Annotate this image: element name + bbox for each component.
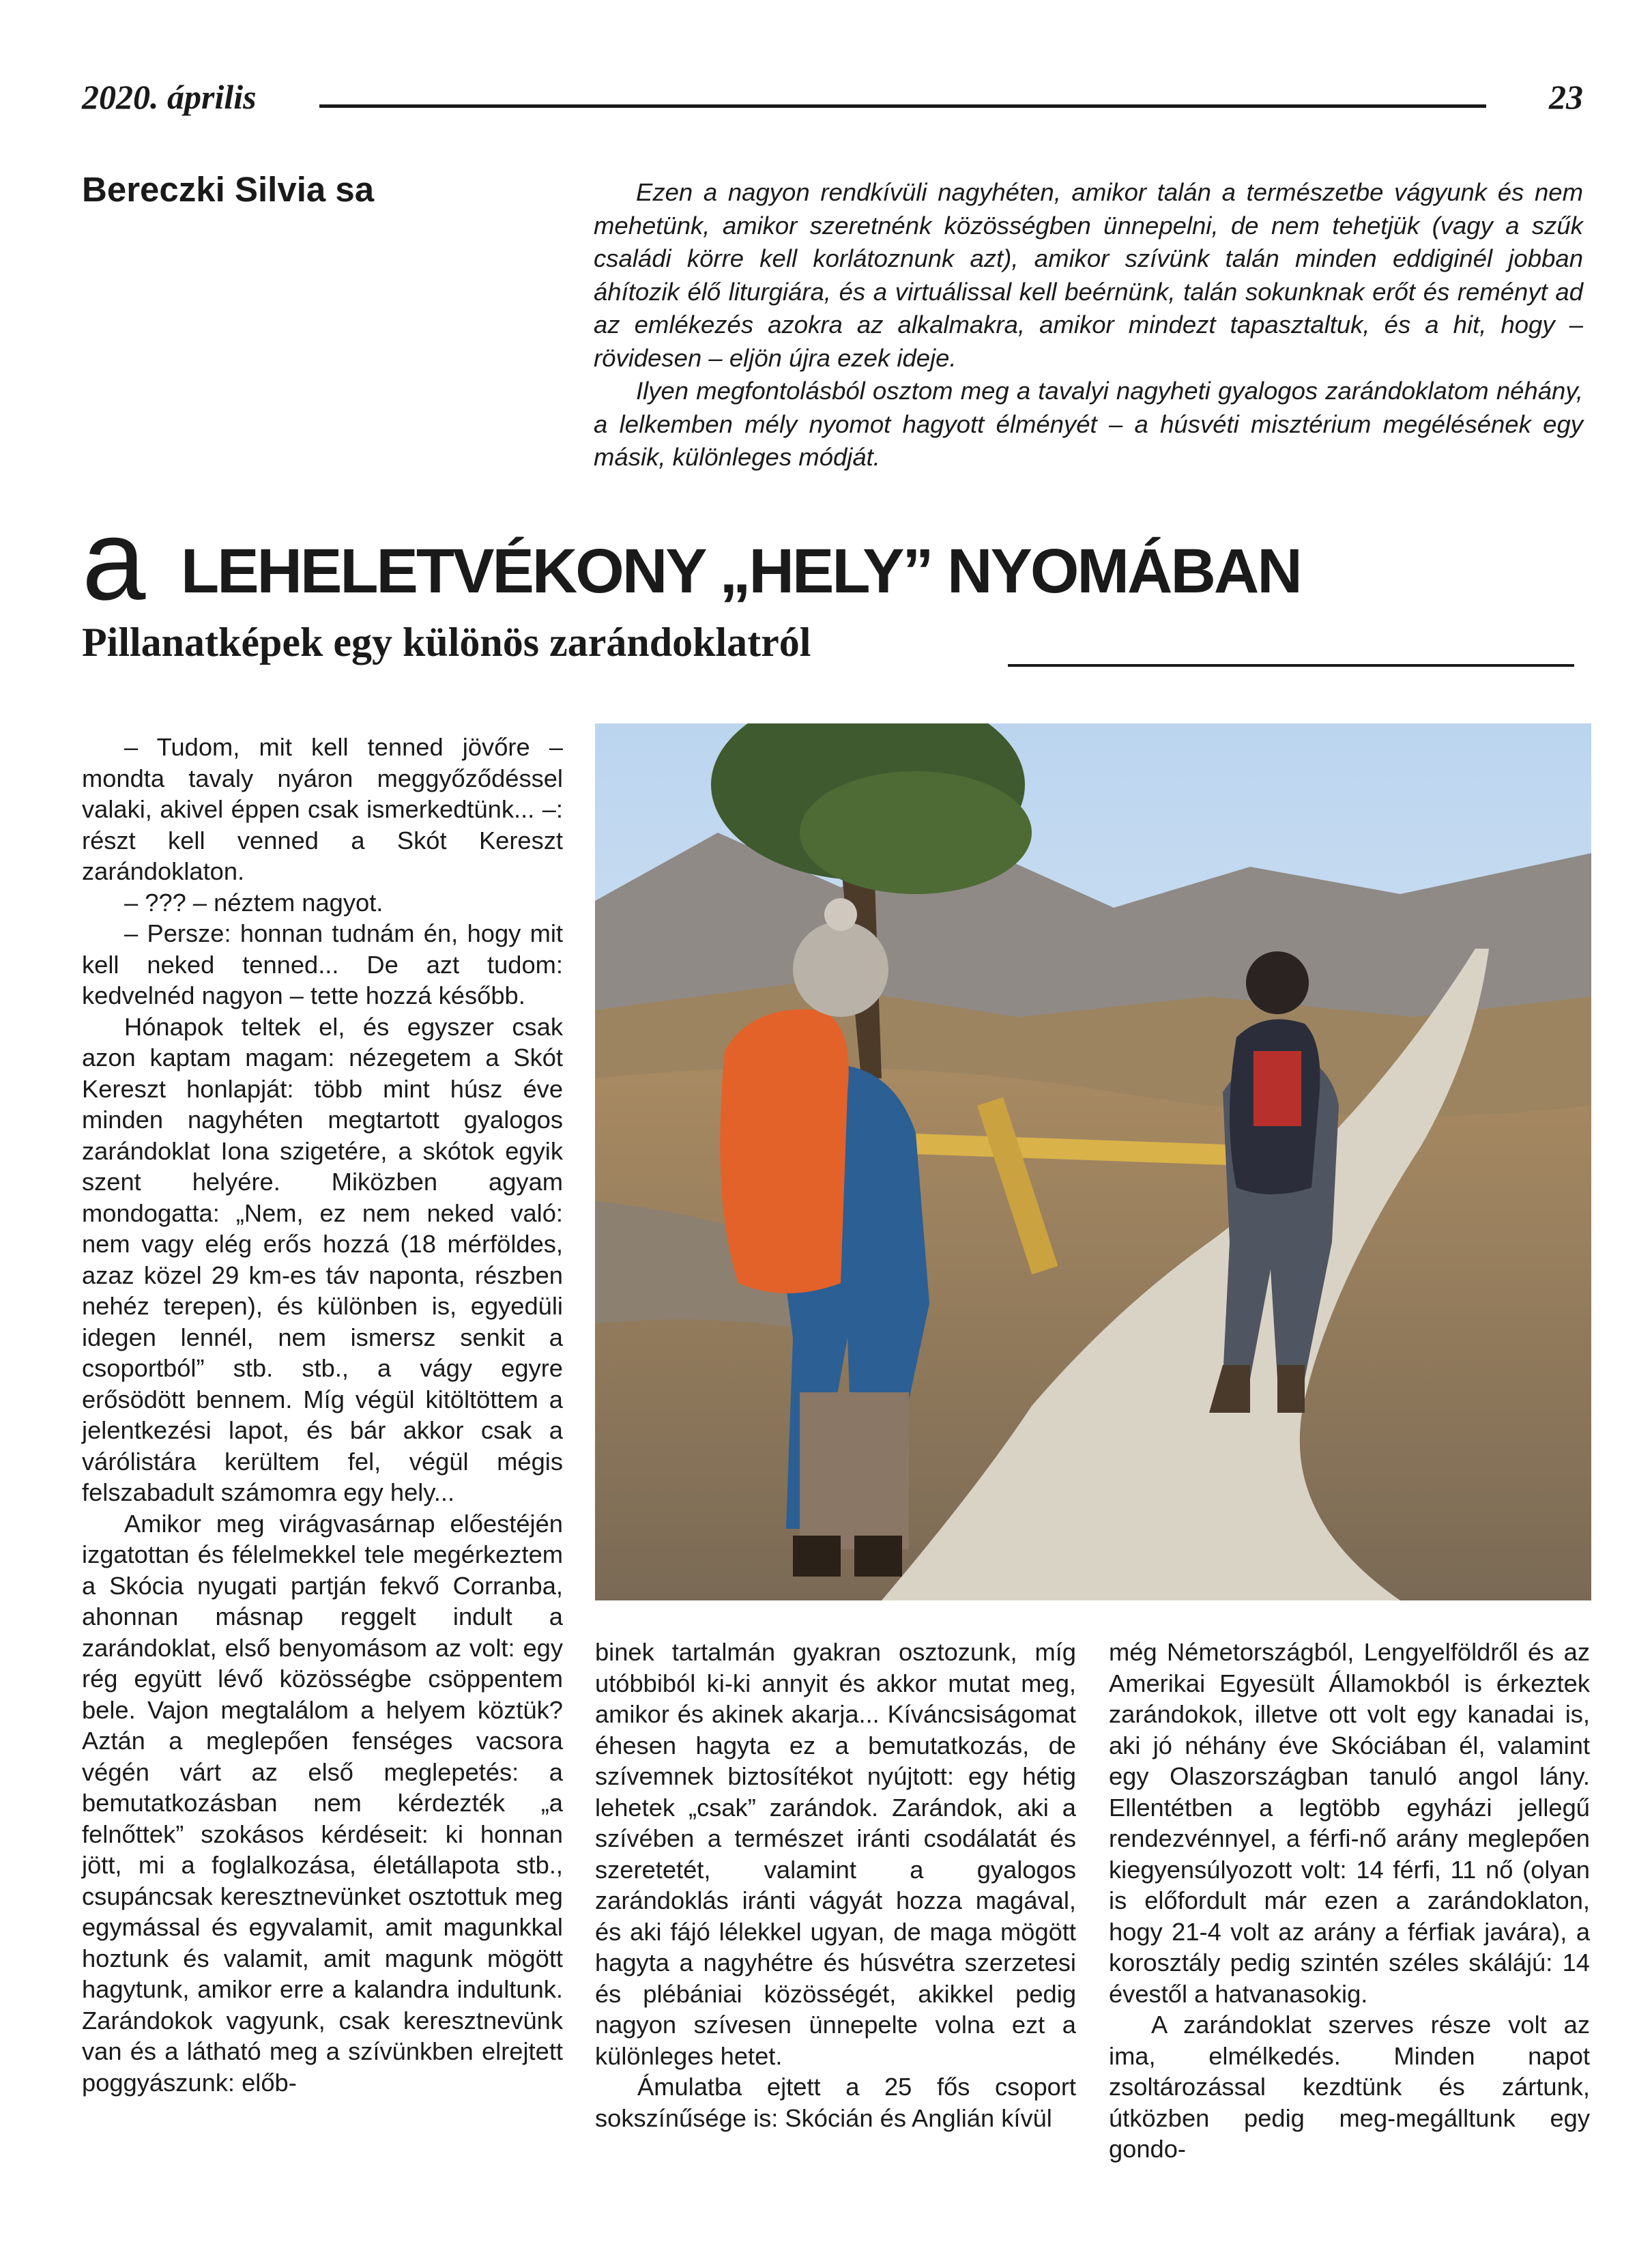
- issue-date: 2020. április: [82, 78, 257, 116]
- photo-hikers-with-cross-icon: [595, 723, 1591, 1600]
- intro-text: [594, 176, 1583, 474]
- text-column-3: [1109, 1637, 1590, 2165]
- author-name: Bereczki Silvia sa: [82, 170, 375, 209]
- intro-paragraph: Ezen a nagyon rendkívüli nagyhéten, amikor talán a természetbe vágyunk és nem mehetünk, amikor szeretnénk közösségben ünnepelni, de nem tehetjük (vagy a szűk családi körre kell korlátoznunk azt), amikor szívünk talán minden eddiginél jobban áhítozik élő liturgiára, és a virtuálissal kell beérnünk, talán sokunknak erőt és reményt ad az emlékezés azokra az alkalmakra, amikor mindezt tapasztaltuk, és a hit, hogy – rövidesen – eljön újra ezek ideje.: [594, 178, 1583, 372]
- subtitle-rule: [1008, 664, 1574, 667]
- article-subtitle: Pillanatképek egy különös zarándoklatról: [82, 620, 811, 665]
- column-paragraph: A zarándoklat szerves része volt az ima, elmélkedés. Minden napot zsoltározással kezdtünk és zártunk, útközben pedig meg-megálltunk egy gondo-: [1109, 2011, 1590, 2163]
- column-paragraph: Ámulatba ejtett a 25 fős csoport sokszínűsége is: Skócián és Anglián kívül: [595, 2073, 1076, 2132]
- header-rule: [319, 104, 1486, 108]
- column-paragraph: – ??? – néztem nagyot.: [124, 888, 383, 917]
- intro-paragraph: Ilyen megfontolásból osztom meg a tavalyi nagyheti gyalogos zarándoklatom néhány, a lelkemben mély nyomot hagyott élményét – a húsvéti misztérium megélésének egy másik, különleges módját.: [594, 377, 1583, 471]
- text-column-2: [595, 1637, 1076, 2133]
- title-initial: a: [82, 495, 146, 624]
- column-paragraph: – Tudom, mit kell tenned jövőre – mondta tavaly nyáron meggyőződéssel valaki, akivel éppen csak ismerkedtünk... –: részt kell venned a Skót Kereszt zarándoklaton.: [82, 733, 563, 885]
- page-number: 23: [1549, 78, 1583, 116]
- column-paragraph: még Németországból, Lengyelföldről és az Amerikai Egyesült Államokból is érkeztek zarándokok, illetve ott volt egy kanadai is, aki jó néhány éve Skóciában él, valamint egy Olaszországban tanuló angol lány. Ellentétben a legtöbb egyházi jellegű rendezvénnyel, a férfi-nő arány meglepően kiegyensúlyozott volt: 14 férfi, 11 nő (olyan is előfordult már ezen a zarándoklaton, hogy 21-4 volt az arány a férfiak javára), a korosztály pedig szintén széles skálájú: 14 évestől a hatvanasokig.: [1109, 1638, 1590, 2008]
- column-paragraph: Hónapok teltek el, és egyszer csak azon kaptam magam: nézegetem a Skót Kereszt honlapját: több mint húsz éve minden nagyhéten megtartott gyalogos zarándoklat Iona szigetére, a skótok egyik szent helyére. Miközben agyam mondogatta: „Nem, ez nem neked való: nem vagy elég erős hozzá (18 mérföldes, azaz közel 29 km-es táv naponta, részben nehéz terepen), és különben is, egyedüli idegen lennél, nem ismersz senkit a csoportból” stb. stb., a vágy egyre erősödött bennem. Míg végül kitöltöttem a jelentkezési lapot, és bár akkor csak a várólistára kerültem fel, végül mégis felszabadult számomra egy hely...: [82, 1012, 563, 1506]
- text-column-1: [82, 732, 563, 2098]
- article-photo: [595, 723, 1591, 1600]
- column-paragraph: binek tartalmán gyakran osztozunk, míg utóbbiból ki-ki annyit és akkor mutat meg, amikor és akinek akarja... Kíváncsiságomat éhesen hagyta ez a bemutatkozás, de szívemnek biztosítékot nyújtott: egy hétig lehetek „csak” zarándok. Zarándok, aki a szívében a természet iránti csodálatát és szeretetét, valamint a gyalogos zarándoklás iránti vágyát hozza magával, és aki fájó lélekkel ugyan, de maga mögött hagyta a nagyhétre és húsvétra szerzetesi és plébániai közösségét, akikkel pedig nagyon szívesen ünnepelte volna ezt a különleges hetet.: [595, 1638, 1076, 2070]
- title-text: LEHELETVÉKONY „HELY” NYOMÁBAN: [181, 536, 1301, 606]
- column-paragraph: Amikor meg virágvasárnap előestéjén izgatottan és félelmekkel tele megérkeztem a Skócia nyugati partján fekvő Corranba, ahonnan másnap reggelt indult a zarándoklat, első benyomásom az volt: egy rég együtt lévő közösségbe csöppentem bele. Vajon megtalálom a helyem köztük? Aztán a meglepően fenséges vacsora végén várt az első meglepetés: a bemutatkozásban nem kérdezték „a felnőttek” szokásos kérdéseit: ki honnan jött, mi a foglalkozása, életállapota stb., csupáncsak keresztnevünket osztottuk meg egymással és egyvalamit, amit magunkkal hoztunk és valamit, amit magunk mögött hagytunk, amikor erre a kalandra indultunk. Zarándokok vagyunk, csak keresztnevünk van és a látható meg a szívünkben elrejtett poggyászunk: előb-: [82, 1509, 563, 2097]
- column-paragraph: – Persze: honnan tudnám én, hogy mit kell neked tenned... De azt tudom: kedvelnéd nagyon – tette hozzá később.: [82, 919, 563, 1009]
